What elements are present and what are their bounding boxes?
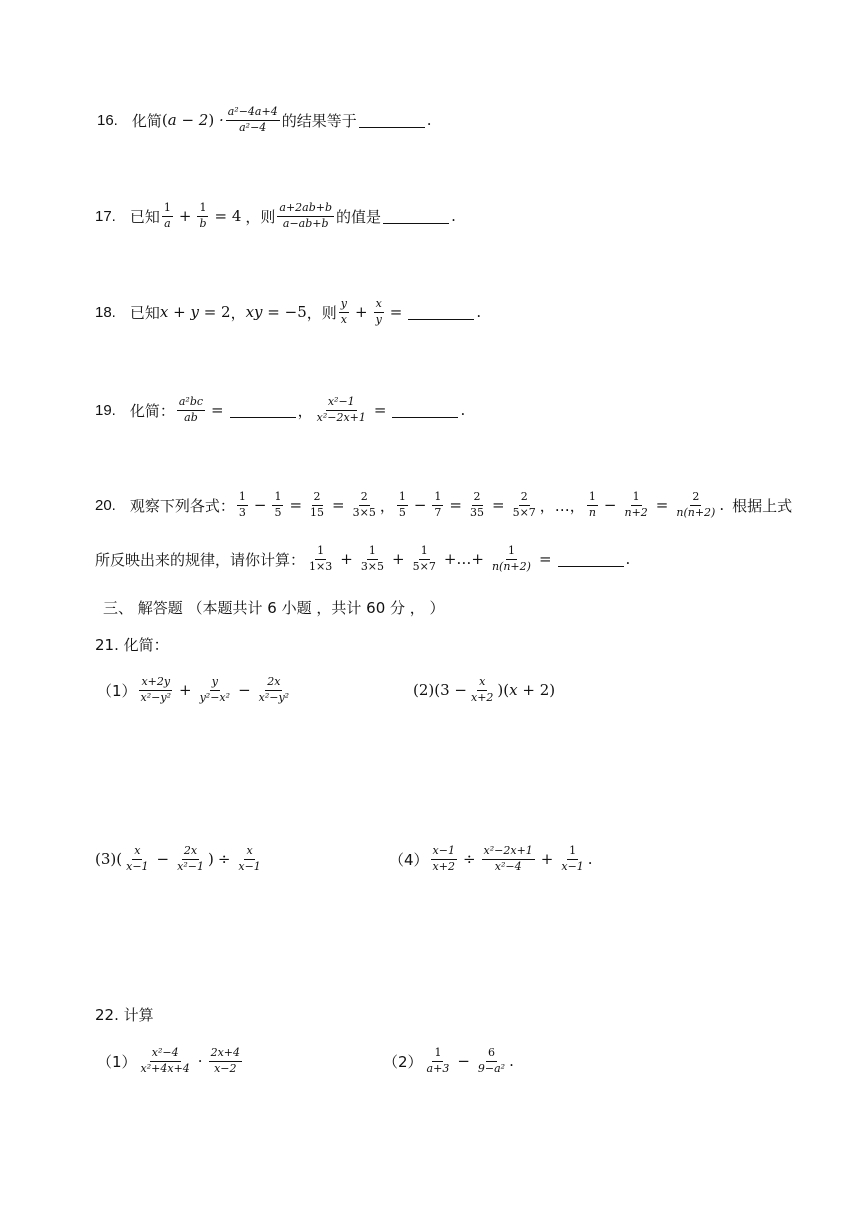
part-label: (3) [95, 850, 117, 869]
question-22-title: 22. 计算 [95, 1006, 154, 1024]
fraction: $\frac{1}{b}$ [199, 201, 207, 230]
fraction: $\frac{\text{a²−4a+4}}{\text{a²−4}}$ [227, 105, 278, 134]
question-number: 20. [95, 496, 116, 514]
q21-part1: （1） $\frac{x+2y}{\text{x²−y²}}$ + $\frac{y}{\text{y²−x²}}$ − $\frac{2x}{\text{x²−y²}}$ [97, 675, 290, 704]
fraction: $\frac{x}{y}$ [375, 297, 382, 326]
fraction: $\frac{a+2ab+b}{a-ab+b}$ [279, 201, 333, 230]
question-16 [97, 106, 432, 134]
question-text: 的结果等于 [281, 111, 357, 130]
q21-part4: （4） $\frac{x-1}{x+2}$ ÷ $\frac{\text{x²−2x+1}}{\text{x²−4}}$ + $\frac{1}{x-1}$ . [389, 844, 593, 873]
question-18: 18. 已知 x + y = 2 ， xy = −5 ，则 $\frac{y}{x}$ + $\frac{x}{y}$ = . [95, 297, 482, 326]
question-number: 19. [95, 401, 116, 419]
question-text: 根据上式 [732, 496, 793, 515]
question-number: 16. [97, 111, 118, 129]
question-text: ，则 [245, 207, 276, 226]
question-text: 的值是 [336, 207, 382, 226]
answer-blank[interactable] [359, 113, 425, 128]
question-21-title: 21. 化简： [95, 636, 169, 654]
answer-blank[interactable] [230, 403, 296, 418]
part-label: （4） [389, 850, 429, 869]
answer-blank[interactable] [558, 552, 624, 567]
answer-blank[interactable] [383, 209, 449, 224]
separator: ， [297, 401, 313, 420]
q22-part2: （2） $\frac{1}{a+3}$ − $\frac{6}{\text{9−a²}}$ . [383, 1046, 514, 1075]
question-text: 已知 [129, 207, 160, 226]
question-text: 化简 [131, 111, 162, 130]
section-heading: 三、 解答题 （本题共计 6 小题 ，共计 60 分 ， ） [103, 599, 445, 617]
math-expression: (a − 2) · [161, 111, 224, 130]
question-number: 18. [95, 303, 116, 321]
period: . [625, 550, 631, 569]
period: . [426, 111, 432, 130]
question-text: ， [230, 303, 246, 322]
question-19: 19. 化简： $\frac{\text{a²bc}}{ab}$ = ， $\frac{\text{x²−1}}{\text{x²−2x+1}}$ = . [95, 395, 466, 424]
math-expression: xy = −5 [245, 303, 307, 322]
part-label: （1） [97, 681, 137, 700]
part-label: （1） [97, 1052, 137, 1071]
q22-part1: （1） $\frac{\text{x²−4}}{\text{x²+4x+4}}$ · $\frac{2x+4}{x-2}$ [97, 1046, 240, 1075]
answer-blank[interactable] [408, 305, 474, 320]
question-20-line2: 所反映出来的规律，请你计算： $\frac{1}{1\times 3}$ + $\frac{1}{3\times 5}$ + $\frac{1}{5\times 7}$ +…+ $\frac{1}{n(n+2)}$ = . [95, 544, 631, 573]
question-number: 17. [95, 207, 116, 225]
question-text: 所反映出来的规律，请你计算： [95, 550, 306, 569]
period: . [460, 401, 466, 420]
part-label: (2) [413, 681, 435, 700]
fraction: $\frac{\text{a²bc}}{ab}$ [178, 395, 204, 424]
fraction: $\frac{1}{a}$ [163, 201, 171, 230]
fraction: $\frac{y}{x}$ [340, 297, 347, 326]
question-20: 20. 观察下列各式： $\frac{1}{3}$ − $\frac{1}{5}$ = $\frac{2}{15}$ = $\frac{2}{3\times 5}$ ， $\frac{1}{5}$ − $\frac{1}{7}$ = $\frac{2}{35}$ = $\frac{2}{5\times 7}$ ，…， $\frac{1}{n}$ − $\frac{1}{n+2}$ = $\frac{2}{n(n+2)}$ . 根据上式 [95, 490, 793, 519]
question-text: 观察下列各式： [129, 496, 235, 515]
period: . [476, 303, 482, 322]
part-label: （2） [383, 1052, 423, 1071]
fraction: $\frac{\text{x²−1}}{\text{x²−2x+1}}$ [316, 395, 366, 424]
q21-part3: (3) ( $\frac{x}{x-1}$ − $\frac{2x}{\text{x²−1}}$ ) ÷ $\frac{x}{x-1}$ [95, 844, 261, 873]
question-text: ，则 [306, 303, 337, 322]
question-text: 化简： [129, 401, 175, 420]
question-text: 已知 [129, 303, 160, 322]
q21-part2: (2) (3 − $\frac{x}{x+2}$ )(x + 2) [413, 675, 556, 704]
period: . [451, 207, 456, 226]
answer-blank[interactable] [392, 403, 458, 418]
math-expression: x + y = 2 [159, 303, 231, 322]
question-17: 17. 已知 $\frac{1}{a}$ + $\frac{1}{b}$ = 4 ，则 $\frac{a+2ab+b}{a-ab+b}$ 的值是 . [95, 201, 456, 230]
